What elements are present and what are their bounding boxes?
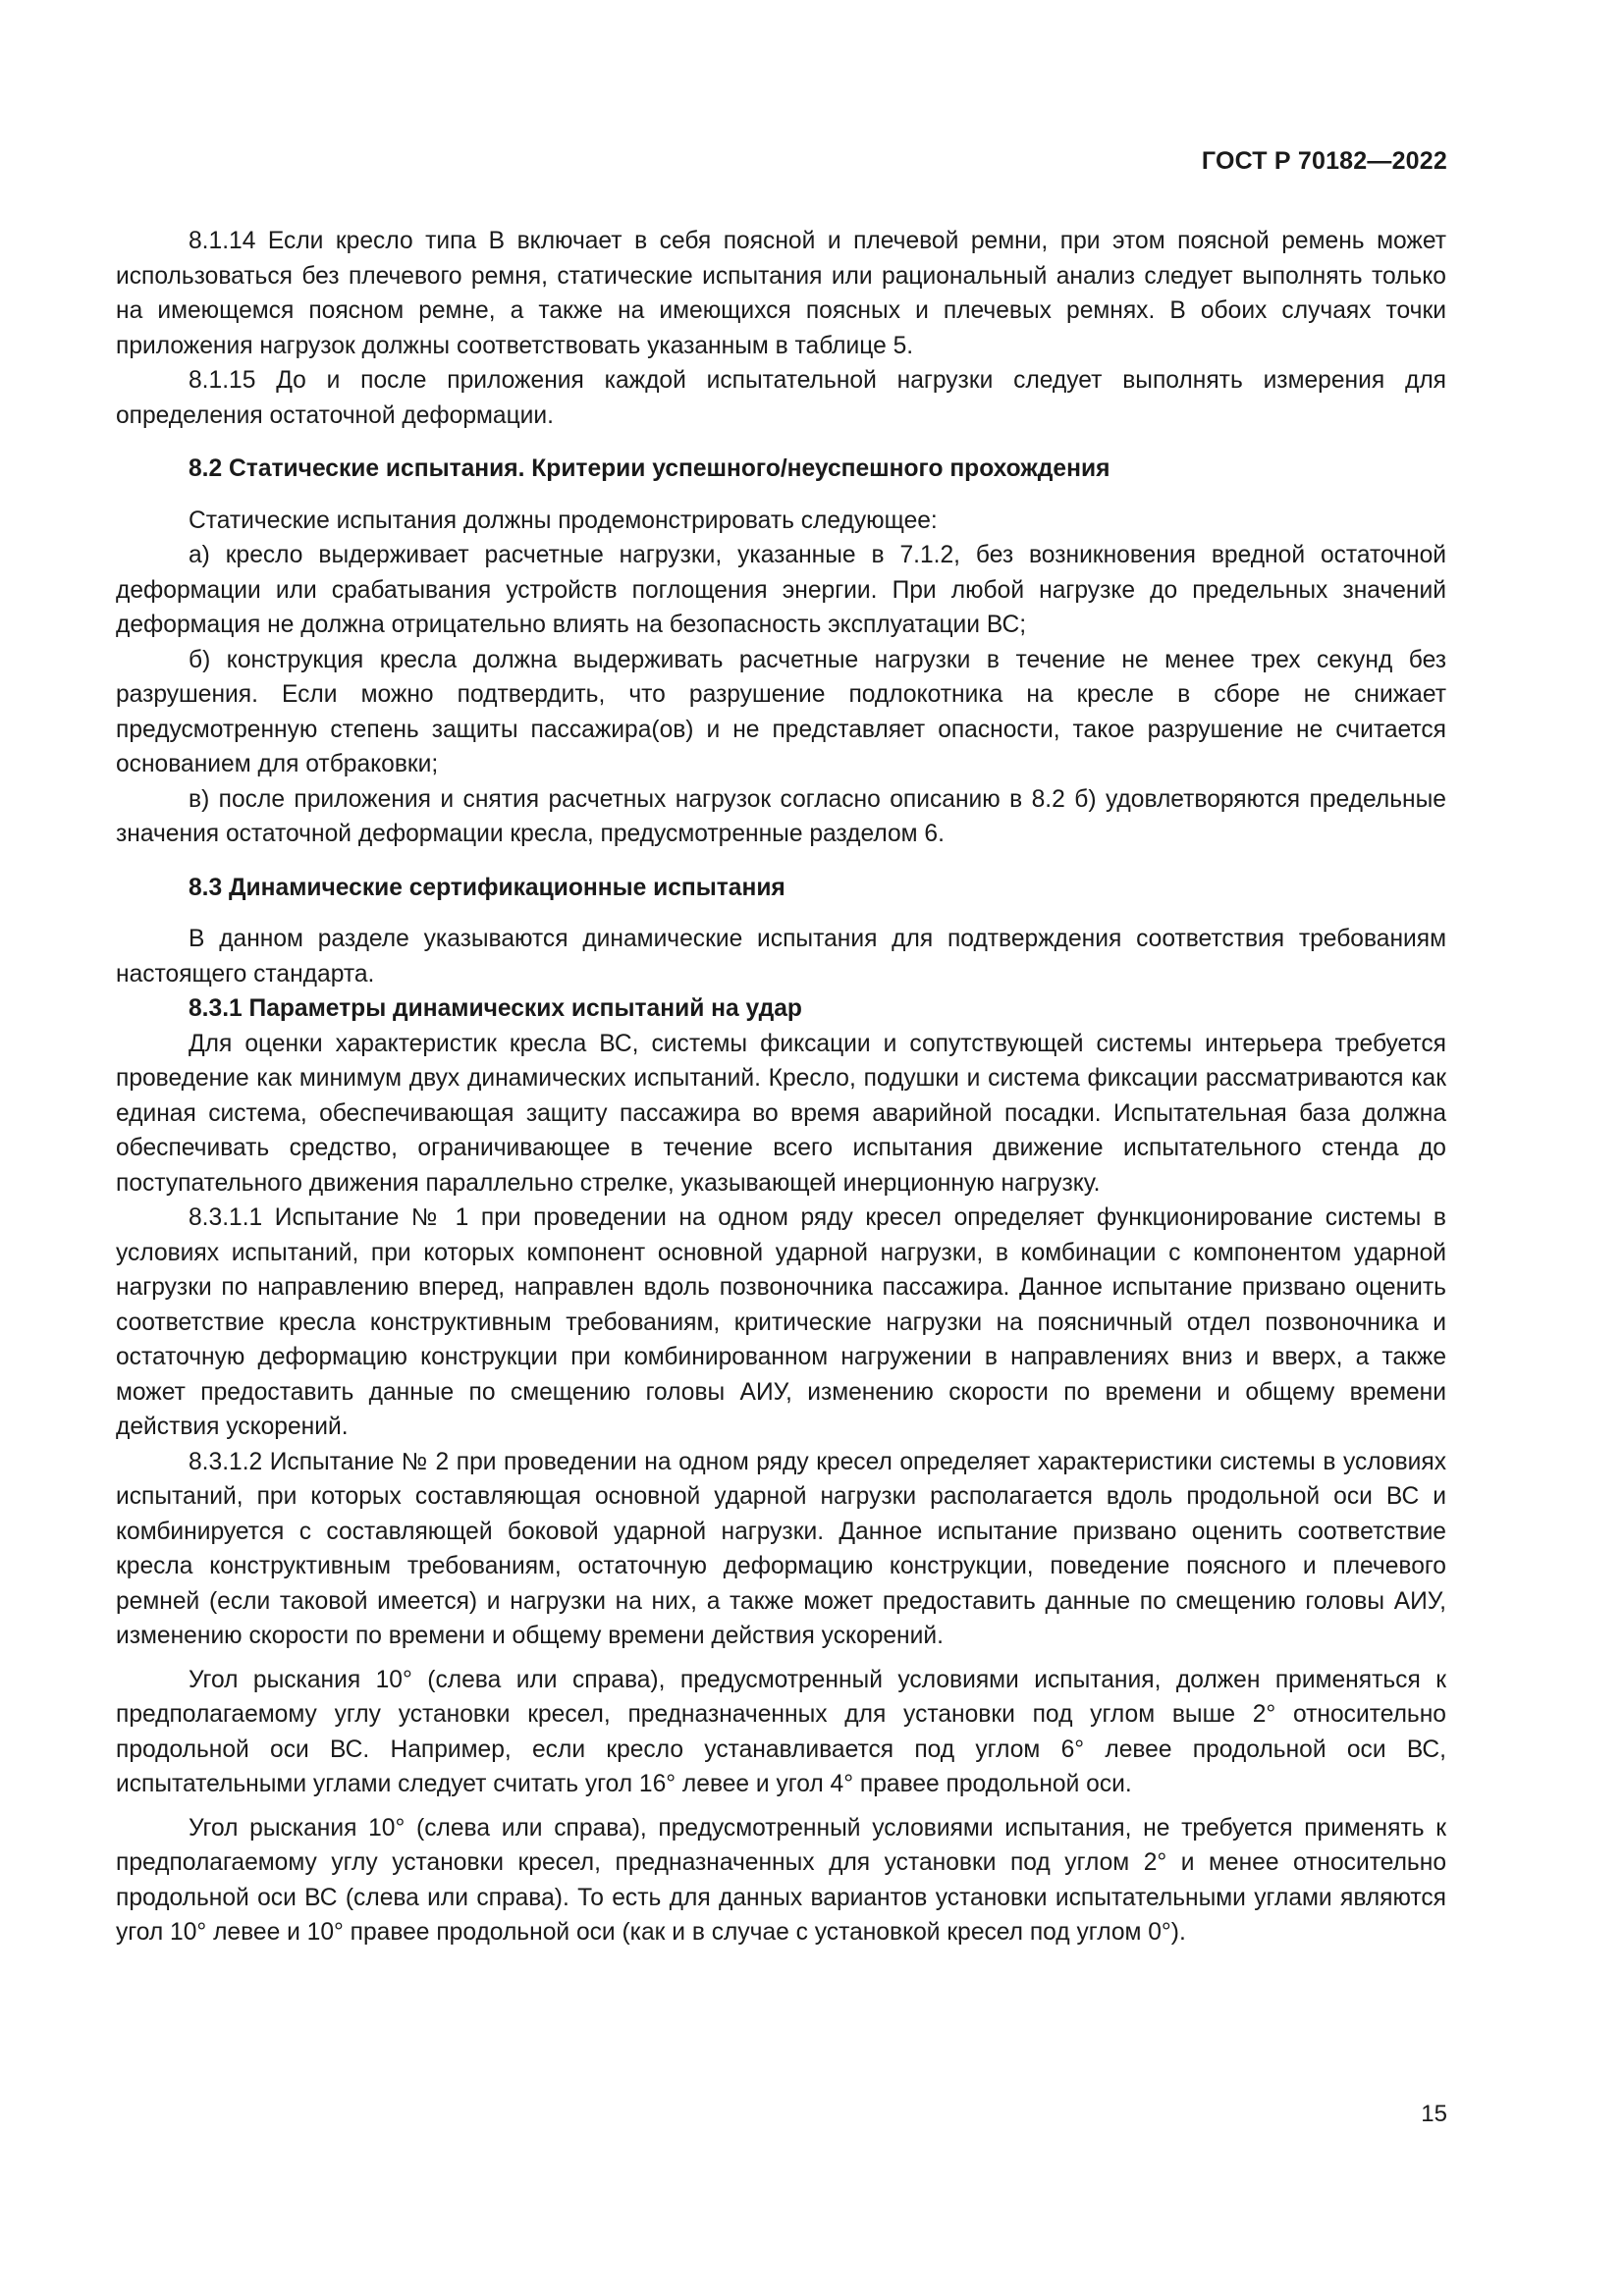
page-number: 15 bbox=[1421, 2101, 1447, 2127]
paragraph-8-1-15: 8.1.15 До и после приложения каждой испытательной нагрузки следует выполнять измерения для определения остаточной деформации. bbox=[116, 367, 1446, 429]
section-8-3-1-paragraph: Для оценки характеристик кресла ВС, системы фиксации и сопутствующей системы интерьера требуется проведение как минимум двух динамических испытаний. Кресло, подушки и система фиксации рассматриваются как единая система, обеспечивающая защиту пассажира во время аварийной посадки. Испытательная база должна обеспечивать средство, ограничивающее в течение всего испытания движение испытательного стенда до поступательного движения параллельно стрелке, указывающей инерционную нагрузку. bbox=[116, 1030, 1446, 1197]
section-8-3-heading: 8.3 Динамические сертификационные испытания bbox=[189, 874, 785, 901]
section-8-2-item-a: а) кресло выдерживает расчетные нагрузки, указанные в 7.1.2, без возникновения вредной остаточной деформации или срабатывания устройств поглощения энергии. При любой нагрузке до предельных значений деформация не должна отрицательно влиять на безопасность эксплуатации ВС; bbox=[116, 542, 1446, 638]
page-content bbox=[116, 224, 1446, 1950]
section-8-2-item-b: б) конструкция кресла должна выдерживать расчетные нагрузки в течение не менее трех секунд без разрушения. Если можно подтвердить, что разрушение подлокотника на кресле в сборе не снижает предусмотренную степень защиты пассажира(ов) и не представляет опасности, такое разрушение не считается основанием для отбраковки; bbox=[116, 646, 1446, 777]
document-header: ГОСТ Р 70182—2022 bbox=[1201, 147, 1447, 175]
paragraph-yaw-angle-2: Угол рыскания 10° (слева или справа), предусмотренный условиями испытания, не требуется применять к предполагаемому углу установки кресел, предназначенных для установки под углом 2° и менее относительно продольной оси ВС (слева или справа). То есть для данных вариантов установки испытательными углами являются угол 10° левее и 10° правее продольной оси (как и в случае с установкой кресел под углом 0°). bbox=[116, 1814, 1446, 1946]
section-8-2-heading: 8.2 Статические испытания. Критерии успешного/неуспешного прохождения bbox=[189, 455, 1110, 482]
section-8-3-1-heading: 8.3.1 Параметры динамических испытаний на удар bbox=[189, 995, 802, 1022]
paragraph-8-3-1-2: 8.3.1.2 Испытание № 2 при проведении на одном ряду кресел определяет характеристики системы в условиях испытаний, при которых составляющая основной ударной нагрузки располагается вдоль продольной оси ВС и комбинируется с составляющей боковой ударной нагрузки. Данное испытание призвано оценить соответствие кресла конструктивным требованиям, остаточную деформацию конструкции, поведение поясного и плечевого ремней (если таковой имеется) и нагрузки на них, а также может предоставить данные по смещению головы АИУ, изменению скорости по времени и общему времени действия ускорений. bbox=[116, 1448, 1446, 1649]
paragraph-8-1-14: 8.1.14 Если кресло типа В включает в себя поясной и плечевой ремни, при этом поясной ремень может использоваться без плечевого ремня, статические испытания или рациональный анализ следует выполнять только на имеющемся поясном ремне, а также на имеющихся поясных и плечевых ремнях. В обоих случаях точки приложения нагрузок должны соответствовать указанным в таблице 5. bbox=[116, 228, 1446, 359]
paragraph-yaw-angle-1: Угол рыскания 10° (слева или справа), предусмотренный условиями испытания, должен применяться к предполагаемому углу установки кресел, предназначенных для установки под углом выше 2° относительно продольной оси ВС. Например, если кресло устанавливается под углом 6° левее продольной оси ВС, испытательными углами следует считать угол 16° левее и угол 4° правее продольной оси. bbox=[116, 1666, 1446, 1797]
section-8-2-item-v: в) после приложения и снятия расчетных нагрузок согласно описанию в 8.2 б) удовлетворяются предельные значения остаточной деформации кресла, предусмотренные разделом 6. bbox=[116, 785, 1446, 847]
section-8-3-intro: В данном разделе указываются динамические испытания для подтверждения соответствия требованиям настоящего стандарта. bbox=[116, 926, 1446, 988]
section-8-2-intro: Статические испытания должны продемонстрировать следующее: bbox=[189, 507, 938, 534]
paragraph-8-3-1-1: 8.3.1.1 Испытание № 1 при проведении на одном ряду кресел определяет функционирование системы в условиях испытаний, при которых компонент основной ударной нагрузки, в комбинации с компонентом ударной нагрузки по направлению вперед, направлен вдоль позвоночника пассажира. Данное испытание призвано оценить соответствие кресла конструктивным требованиям, критические нагрузки на поясничный отдел позвоночника и остаточную деформацию конструкции при комбинированном нагружении в направлениях вниз и вверх, а также может предоставить данные по смещению головы АИУ, изменению скорости по времени и общему времени действия ускорений. bbox=[116, 1204, 1446, 1440]
